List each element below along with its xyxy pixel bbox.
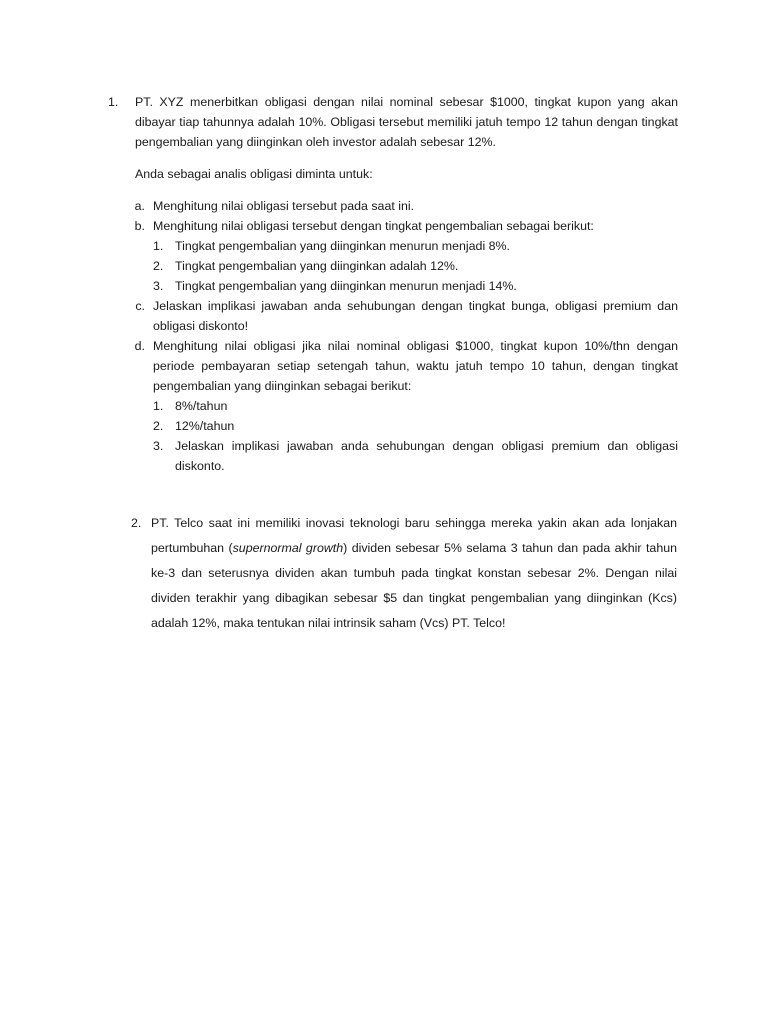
- question-2: [131, 511, 677, 636]
- task-label: c.: [135, 299, 145, 313]
- question-1-number: 1.: [108, 95, 119, 109]
- subitem: [153, 236, 678, 256]
- subitem-label: 3.: [153, 439, 164, 453]
- subitem-label: 1.: [153, 399, 164, 413]
- task-text: Menghitung nilai obligasi jika nilai nominal obligasi $1000, tingkat kupon 10%/thn dengan periode pembayaran setiap setengah tahun, waktu jatuh tempo 10 tahun, dengan tingkat pengembalian yang diinginkan sebagai berikut:: [153, 339, 678, 393]
- task-b-subitems: [153, 236, 678, 296]
- subitem-text: Tingkat pengembalian yang diinginkan adalah 12%.: [175, 259, 459, 273]
- subitem: [153, 436, 678, 476]
- subitem-text: 8%/tahun: [175, 399, 228, 413]
- task-text: Menghitung nilai obligasi tersebut pada saat ini.: [153, 199, 415, 213]
- subitem-label: 3.: [153, 279, 164, 293]
- task-label: b.: [134, 219, 145, 233]
- question-1-text: PT. XYZ menerbitkan obligasi dengan nilai nominal sebesar $1000, tingkat kupon yang akan dibayar tiap tahunnya adalah 10%. Obligasi tersebut memiliki jatuh tempo 12 tahun dengan tingkat pengembalian yang diinginkan oleh investor adalah sebesar 12%.: [135, 95, 678, 149]
- subitem: [153, 256, 678, 276]
- question-2-number: 2.: [131, 516, 142, 530]
- question-1-statement: [108, 92, 678, 152]
- question-2-text: PT. Telco saat ini memiliki inovasi teknologi baru sehingga mereka yakin akan ada lonjakan pertumbuhan (supernormal growth) dividen sebesar 5% selama 3 tahun dan pada akhir tahun ke-3 dan seterusnya dividen akan tumbuh pada tingkat konstan sebesar 2%. Dengan nilai dividen terakhir yang dibagikan sebesar $5 dan tingkat pengembalian yang diinginkan (Kcs) adalah 12%, maka tentukan nilai intrinsik saham (Vcs) PT. Telco!: [151, 516, 677, 630]
- question-1: [108, 92, 678, 476]
- question-1-intro: Anda sebagai analis obligasi diminta untuk:: [135, 167, 373, 181]
- supernormal-growth-term: supernormal growth: [232, 541, 344, 555]
- task-label: d.: [134, 339, 145, 353]
- subitem-text: Jelaskan implikasi jawaban anda sehubungan dengan obligasi premium dan obligasi diskonto.: [175, 439, 678, 473]
- task-label: a.: [134, 199, 145, 213]
- task-c: [108, 296, 678, 336]
- question-1-tasks: [108, 196, 678, 476]
- task-a: [108, 196, 678, 216]
- subitem-label: 2.: [153, 419, 164, 433]
- task-text: Menghitung nilai obligasi tersebut dengan tingkat pengembalian sebagai berikut:: [153, 219, 594, 233]
- task-b: [108, 216, 678, 296]
- subitem-text: Tingkat pengembalian yang diinginkan menurun menjadi 8%.: [175, 239, 510, 253]
- subitem-text: Tingkat pengembalian yang diinginkan menurun menjadi 14%.: [175, 279, 517, 293]
- subitem-label: 1.: [153, 239, 164, 253]
- subitem-text: 12%/tahun: [175, 419, 235, 433]
- subitem: [153, 396, 678, 416]
- subitem-label: 2.: [153, 259, 164, 273]
- task-d: [108, 336, 678, 476]
- task-d-subitems: [153, 396, 678, 476]
- task-text: Jelaskan implikasi jawaban anda sehubungan dengan tingkat bunga, obligasi premium dan obligasi diskonto!: [153, 299, 678, 333]
- subitem: [153, 416, 678, 436]
- subitem: [153, 276, 678, 296]
